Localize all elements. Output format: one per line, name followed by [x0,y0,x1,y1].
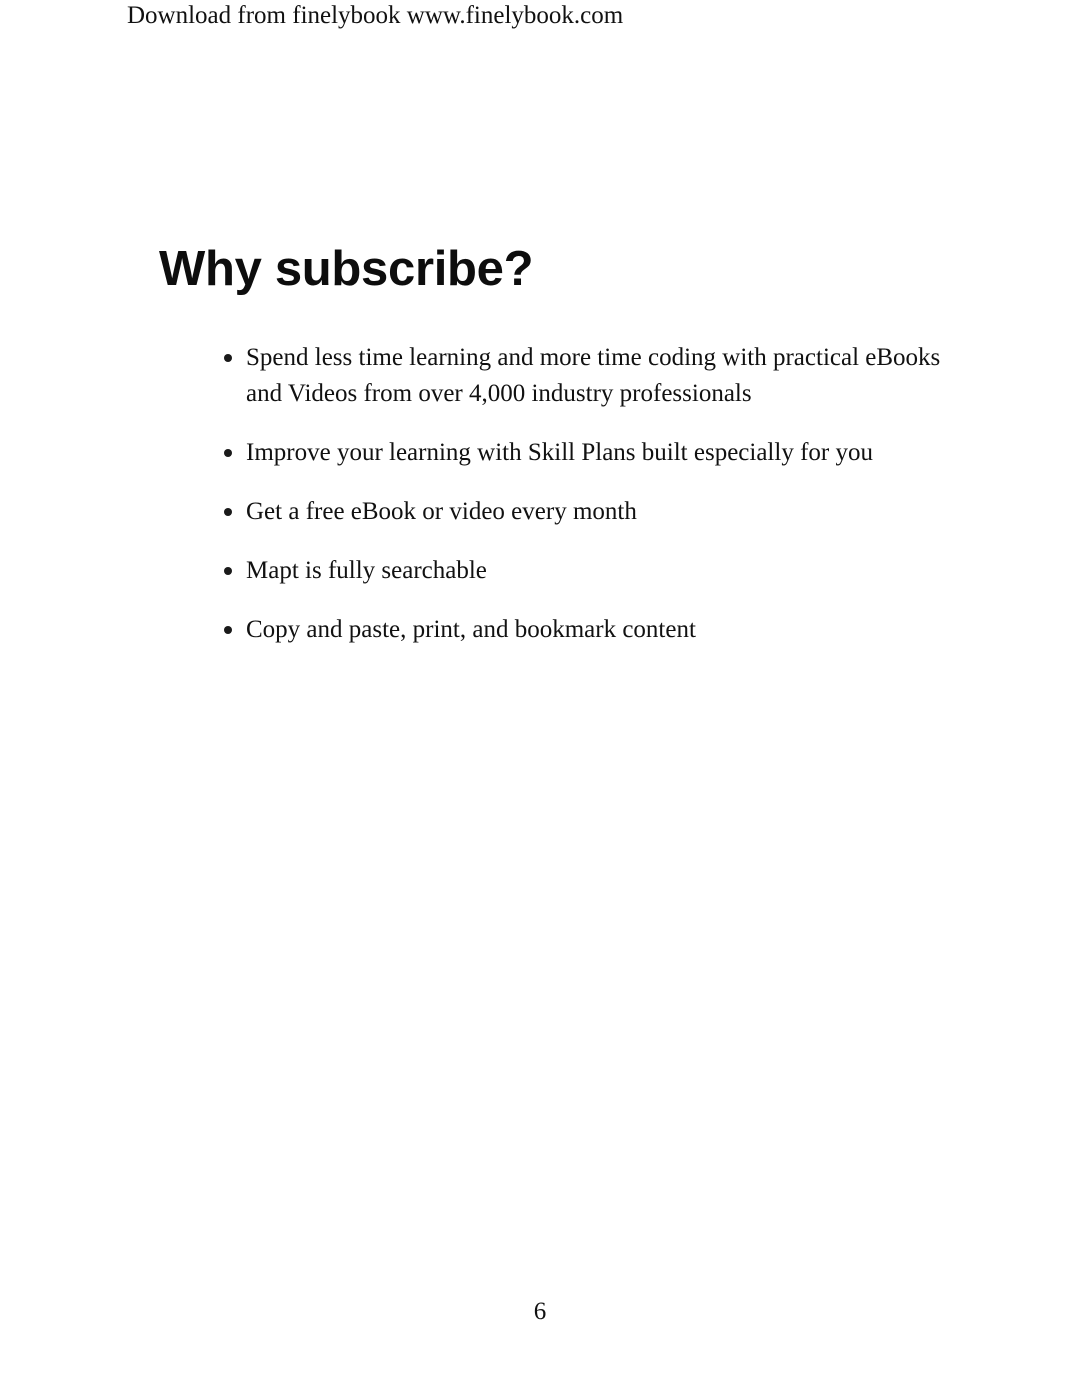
benefit-text: Spend less time learning and more time coding with practical eBooks and Videos from over 4,000 industry professionals [246,344,941,407]
list-item [246,435,966,471]
list-item [246,612,966,648]
page-number: 6 [533,1298,547,1325]
list-item [246,494,966,530]
benefit-list [246,340,966,671]
page-title: Why subscribe? [159,242,534,296]
list-item [246,340,966,412]
benefit-text: Get a free eBook or video every month [246,498,637,525]
benefit-text: Improve your learning with Skill Plans built especially for you [246,439,873,466]
bullet-icon [224,354,232,362]
benefit-text: Copy and paste, print, and bookmark content [246,616,696,643]
bullet-icon [224,626,232,634]
bullet-icon [224,449,232,457]
download-source-note: Download from finelybook www.finelybook.com [127,2,624,29]
bullet-icon [224,508,232,516]
list-item [246,553,966,589]
benefit-text: Mapt is fully searchable [246,557,487,584]
bullet-icon [224,567,232,575]
